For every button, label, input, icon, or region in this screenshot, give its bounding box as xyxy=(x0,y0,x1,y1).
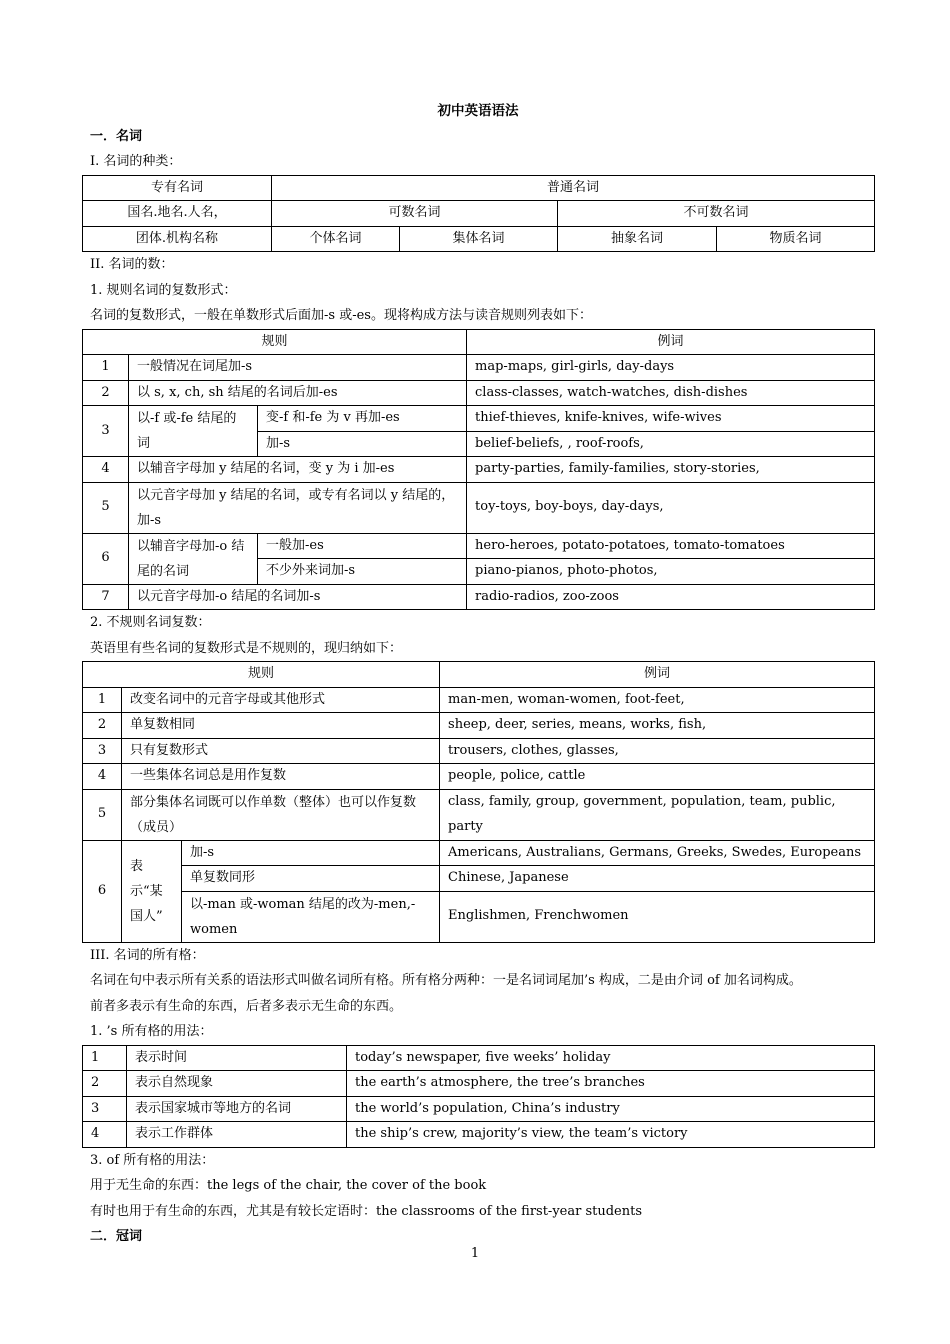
subheading-noun-types: I. 名词的种类： xyxy=(90,154,182,169)
table-row xyxy=(83,533,875,559)
subheading-possessive: III. 名词的所有格： xyxy=(90,947,205,963)
table-cell: people, police, cattle xyxy=(440,764,875,790)
table-cell: 4 xyxy=(83,457,129,483)
table-cell: man-men, woman-women, foot-feet, xyxy=(440,687,875,713)
table-cell: 只有复数形式 xyxy=(122,738,440,764)
table-cell: trousers, clothes, glasses, xyxy=(440,738,875,764)
table-cell: 一般加-es xyxy=(258,533,467,559)
table-row xyxy=(83,380,875,406)
table-cell: 集体名词 xyxy=(400,226,558,252)
table-row xyxy=(83,482,875,533)
table-header-cell: 规则 xyxy=(83,329,467,355)
table-cell: today’s newspaper, five weeks’ holiday xyxy=(347,1045,875,1071)
table-cell: 2 xyxy=(83,713,122,739)
table-cell: 一些集体名词总是用作复数 xyxy=(122,764,440,790)
table-cell: 以-man 或-woman 结尾的改为-men,-women xyxy=(182,891,440,942)
table-row xyxy=(83,584,875,610)
table-cell: 3 xyxy=(83,738,122,764)
table-cell: 以-f 或-fe 结尾的词 xyxy=(129,406,258,457)
irregular-plural-table xyxy=(82,661,875,943)
subheading-regular-plural: 1. 规则名词的复数形式： xyxy=(90,282,237,298)
table-cell: party-parties, family-families, story-stories, xyxy=(467,457,875,483)
table-cell: 7 xyxy=(83,584,129,610)
table-row xyxy=(83,329,875,355)
table-cell: 抽象名词 xyxy=(558,226,717,252)
table-row xyxy=(83,175,875,201)
table-cell: 6 xyxy=(83,840,122,942)
document-page xyxy=(82,98,874,1249)
table-row xyxy=(83,1071,875,1097)
subheading-s-possessive: 1. ’s 所有格的用法： xyxy=(90,1024,213,1039)
regular-plural-table xyxy=(82,329,875,611)
paragraph-of-1: 用于无生命的东西：the legs of the chair, the cover of the book xyxy=(90,1178,487,1193)
table-cell: 以辅音字母加 y 结尾的名词，变 y 为 i 加-es xyxy=(129,457,467,483)
table-cell: 表示自然现象 xyxy=(127,1071,347,1097)
table-cell: 2 xyxy=(83,380,129,406)
table-cell: 以辅音字母加-o 结尾的名词 xyxy=(129,533,258,584)
table-cell: sheep, deer, series, means, works, fish, xyxy=(440,713,875,739)
table-header-cell: 规则 xyxy=(83,662,440,688)
subheading-irregular-plural: 2. 不规则名词复数： xyxy=(90,615,211,630)
table-cell: piano-pianos, photo-photos, xyxy=(467,559,875,585)
table-row xyxy=(83,1122,875,1148)
table-row xyxy=(83,662,875,688)
table-cell: 团体.机构名称 xyxy=(83,226,272,252)
table-cell: 4 xyxy=(83,764,122,790)
table-cell: Americans, Australians, Germans, Greeks, Swedes, Europeans xyxy=(440,840,875,866)
section-heading-articles: 二．冠词 xyxy=(90,1229,143,1244)
table-header-cell: 例词 xyxy=(440,662,875,688)
paragraph-possessive-1: 名词在句中表示所有关系的语法形式叫做名词所有格。所有格分两种：一是名词词尾加’s 构成，二是由介词 of 加名词构成。 xyxy=(90,973,802,988)
paragraph-possessive-2: 前者多表示有生命的东西，后者多表示无生命的东西。 xyxy=(90,998,403,1014)
table-cell: 物质名词 xyxy=(717,226,875,252)
table-row xyxy=(83,457,875,483)
table-cell: 不可数名词 xyxy=(558,201,875,227)
table-row xyxy=(83,713,875,739)
table-row xyxy=(83,201,875,227)
paragraph-irregular-intro: 英语里有些名词的复数形式是不规则的，现归纳如下： xyxy=(90,640,403,656)
table-row xyxy=(83,764,875,790)
table-cell: 普通名词 xyxy=(272,175,875,201)
table-row xyxy=(83,226,875,252)
subheading-noun-number: II. 名词的数： xyxy=(90,257,174,272)
table-cell: thief-thieves, knife-knives, wife-wives xyxy=(467,406,875,432)
table-cell: 国名.地名.人名， xyxy=(83,201,272,227)
table-cell: 4 xyxy=(83,1122,127,1148)
subheading-of-possessive: 3. of 所有格的用法： xyxy=(90,1152,215,1168)
table-row xyxy=(83,840,875,866)
s-possessive-table xyxy=(82,1045,875,1148)
table-cell: 变-f 和-fe 为 v 再加-es xyxy=(258,406,467,432)
table-cell: the ship’s crew, majority’s view, the team’s victory xyxy=(347,1122,875,1148)
paragraph-of-2: 有时也用于有生命的东西，尤其是有较长定语时：the classrooms of the first-year students xyxy=(90,1203,643,1219)
table-cell: belief-beliefs, , roof-roofs, xyxy=(467,431,875,457)
table-cell: the world’s population, China’s industry xyxy=(347,1096,875,1122)
table-cell: 以 s, x, ch, sh 结尾的名词后加-es xyxy=(129,380,467,406)
table-cell: 一般情况在词尾加-s xyxy=(129,355,467,381)
table-cell: 表示时间 xyxy=(127,1045,347,1071)
table-cell: 6 xyxy=(83,533,129,584)
table-cell: Chinese, Japanese xyxy=(440,866,875,892)
table-cell: class-classes, watch-watches, dish-dishes xyxy=(467,380,875,406)
table-cell: 2 xyxy=(83,1071,127,1097)
table-cell: 加-s xyxy=(258,431,467,457)
table-cell: radio-radios, zoo-zoos xyxy=(467,584,875,610)
page-number: 1 xyxy=(470,1246,480,1261)
table-row xyxy=(83,866,875,892)
table-row xyxy=(83,891,875,942)
table-cell: 专有名词 xyxy=(83,175,272,201)
table-cell: Englishmen, Frenchwomen xyxy=(440,891,875,942)
table-cell: 个体名词 xyxy=(272,226,400,252)
table-row xyxy=(83,406,875,432)
table-cell: 不少外来词加-s xyxy=(258,559,467,585)
table-row xyxy=(83,1096,875,1122)
table-row xyxy=(83,789,875,840)
table-cell: 部分集体名词既可以作单数（整体）也可以作复数（成员） xyxy=(122,789,440,840)
table-cell: 加-s xyxy=(182,840,440,866)
page-title: 初中英语语法 xyxy=(437,103,519,119)
table-cell: 3 xyxy=(83,406,129,457)
table-cell: 单复数相同 xyxy=(122,713,440,739)
table-cell: toy-toys, boy-boys, day-days, xyxy=(467,482,875,533)
table-cell: the earth’s atmosphere, the tree’s branches xyxy=(347,1071,875,1097)
table-cell: 以元音字母加-o 结尾的名词加-s xyxy=(129,584,467,610)
noun-types-table xyxy=(82,175,875,253)
table-row xyxy=(83,687,875,713)
table-row xyxy=(83,1045,875,1071)
table-cell: 5 xyxy=(83,789,122,840)
table-cell: 1 xyxy=(83,687,122,713)
section-heading-nouns: 一．名词 xyxy=(90,129,143,144)
table-row xyxy=(83,738,875,764)
table-cell: 以元音字母加 y 结尾的名词，或专有名词以 y 结尾的，加-s xyxy=(129,482,467,533)
table-cell: 1 xyxy=(83,1045,127,1071)
table-cell: 3 xyxy=(83,1096,127,1122)
table-cell: 表 示“某国人” xyxy=(122,840,182,942)
table-cell: 改变名词中的元音字母或其他形式 xyxy=(122,687,440,713)
table-cell: 单复数同形 xyxy=(182,866,440,892)
table-cell: 表示工作群体 xyxy=(127,1122,347,1148)
table-header-cell: 例词 xyxy=(467,329,875,355)
table-cell: class, family, group, government, population, team, public, party xyxy=(440,789,875,840)
table-cell: 表示国家城市等地方的名词 xyxy=(127,1096,347,1122)
table-cell: hero-heroes, potato-potatoes, tomato-tomatoes xyxy=(467,533,875,559)
table-cell: 可数名词 xyxy=(272,201,558,227)
table-cell: 1 xyxy=(83,355,129,381)
table-cell: 5 xyxy=(83,482,129,533)
table-row xyxy=(83,355,875,381)
table-cell: map-maps, girl-girls, day-days xyxy=(467,355,875,381)
paragraph-regular-intro: 名词的复数形式，一般在单数形式后面加-s 或-es。现将构成方法与读音规则列表如下： xyxy=(90,308,592,323)
